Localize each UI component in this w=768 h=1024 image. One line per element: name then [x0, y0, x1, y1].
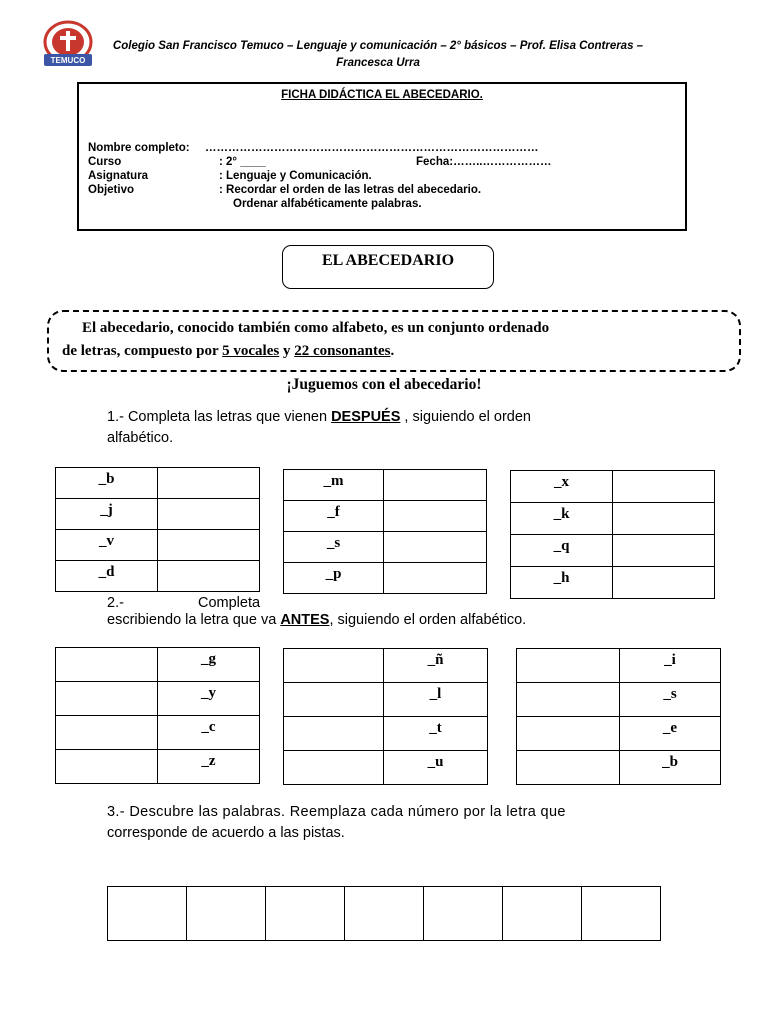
- consonantes-count: 22 consonantes: [294, 343, 391, 359]
- page-header: [108, 38, 648, 72]
- letter-cell: _s: [620, 683, 721, 717]
- answer-cell[interactable]: [384, 532, 487, 563]
- letter-cell: _f: [284, 501, 384, 532]
- info-box: FICHA DIDÁCTICA EL ABECEDARIO. Nombre completo: …………………………………………………………………………… Curso : 2° ____ Fecha:……..……………… Asignatura : Lenguaje y Comunicación. Objetivo : Recordar el orden de las letras del abecedario. Ordenar alfabéticamente palabras.: [77, 82, 687, 231]
- exercise-1-table-1: [55, 467, 260, 592]
- answer-cell[interactable]: [56, 750, 158, 784]
- letter-cell: _h: [511, 567, 613, 599]
- answer-cell[interactable]: [613, 471, 715, 503]
- answer-cell[interactable]: [158, 468, 260, 499]
- letter-cell: _q: [511, 535, 613, 567]
- letter-cell: _g: [158, 648, 260, 682]
- answer-cell[interactable]: [284, 649, 384, 683]
- definition-line-1: El abecedario, conocido también como alfabeto, es un conjunto ordenado: [82, 320, 550, 336]
- header-line-2: Francesca Urra: [336, 57, 420, 69]
- letter-cell: _b: [620, 751, 721, 785]
- exercise-1-table-2: [283, 469, 487, 594]
- answer-cell[interactable]: [613, 535, 715, 567]
- word-box[interactable]: [424, 887, 503, 941]
- answer-cell[interactable]: [613, 503, 715, 535]
- letter-cell: _b: [56, 468, 158, 499]
- answer-cell[interactable]: [384, 501, 487, 532]
- school-logo: [38, 18, 98, 70]
- word-box[interactable]: [345, 887, 424, 941]
- subtitle: ¡Juguemos con el abecedario!: [286, 376, 482, 393]
- definition-box: [47, 310, 741, 372]
- answer-cell[interactable]: [56, 716, 158, 750]
- answer-cell[interactable]: [158, 499, 260, 530]
- letter-cell: _ñ: [384, 649, 488, 683]
- letter-cell: _k: [511, 503, 613, 535]
- title-box: [282, 245, 494, 289]
- antes-keyword: ANTES: [280, 612, 330, 628]
- answer-cell[interactable]: [284, 717, 384, 751]
- letter-cell: _z: [158, 750, 260, 784]
- exercise-1-instruction-2: alfabético.: [107, 430, 174, 446]
- letter-cell: _x: [511, 471, 613, 503]
- letter-cell: _d: [56, 561, 158, 592]
- page-title: EL ABECEDARIO: [321, 252, 455, 269]
- exercise-1-table-3: [510, 470, 715, 599]
- vocales-count: 5 vocales: [222, 343, 280, 359]
- answer-cell[interactable]: [284, 683, 384, 717]
- despues-keyword: DESPUÉS: [331, 409, 401, 425]
- word-box[interactable]: [503, 887, 582, 941]
- letter-cell: _j: [56, 499, 158, 530]
- letter-cell: _m: [284, 470, 384, 501]
- answer-cell[interactable]: [158, 561, 260, 592]
- header-line-1: Colegio San Francisco Temuco – Lenguaje y comunicación – 2° básicos – Prof. Elisa Contreras –: [112, 40, 644, 52]
- answer-cell[interactable]: [384, 563, 487, 594]
- letter-cell: _t: [384, 717, 488, 751]
- logo-text: TEMUCO: [50, 56, 86, 65]
- word-answer-grid: [107, 886, 661, 941]
- exercise-1-instruction: 1.- Completa las letras que vienen DESPUÉS , siguiendo el orden: [107, 409, 531, 425]
- letter-cell: _s: [284, 532, 384, 563]
- word-box[interactable]: [266, 887, 345, 941]
- answer-cell[interactable]: [384, 470, 487, 501]
- letter-cell: _v: [56, 530, 158, 561]
- answer-cell[interactable]: [517, 717, 620, 751]
- answer-cell[interactable]: [158, 530, 260, 561]
- exercise-3-instruction-2: corresponde de acuerdo a las pistas.: [107, 825, 345, 841]
- answer-cell[interactable]: [613, 567, 715, 599]
- answer-cell[interactable]: [56, 648, 158, 682]
- letter-cell: _y: [158, 682, 260, 716]
- exercise-2-instruction: escribiendo la letra que va ANTES, siguiendo el orden alfabético.: [107, 612, 527, 628]
- answer-cell[interactable]: [517, 751, 620, 785]
- answer-cell[interactable]: [517, 683, 620, 717]
- letter-cell: _i: [620, 649, 721, 683]
- letter-cell: _c: [158, 716, 260, 750]
- letter-cell: _e: [620, 717, 721, 751]
- ficha-title: FICHA DIDÁCTICA EL ABECEDARIO.: [281, 89, 483, 101]
- letter-cell: _l: [384, 683, 488, 717]
- exercise-2-table-1: [55, 647, 260, 784]
- answer-cell[interactable]: [517, 649, 620, 683]
- word-box[interactable]: [108, 887, 187, 941]
- exercise-2-word: Completa: [198, 595, 261, 611]
- exercise-2-number: 2.-: [107, 595, 124, 611]
- word-box[interactable]: [187, 887, 266, 941]
- word-box[interactable]: [582, 887, 661, 941]
- exercise-3-instruction: 3.- Descubre las palabras. Reemplaza cada número por la letra que: [107, 804, 566, 820]
- letter-cell: _u: [384, 751, 488, 785]
- letter-cell: _p: [284, 563, 384, 594]
- answer-cell[interactable]: [56, 682, 158, 716]
- answer-cell[interactable]: [284, 751, 384, 785]
- exercise-2-table-3: [516, 648, 721, 785]
- exercise-2-table-2: [283, 648, 488, 785]
- definition-line-2: de letras, compuesto por 5 vocales y 22 consonantes.: [62, 343, 395, 359]
